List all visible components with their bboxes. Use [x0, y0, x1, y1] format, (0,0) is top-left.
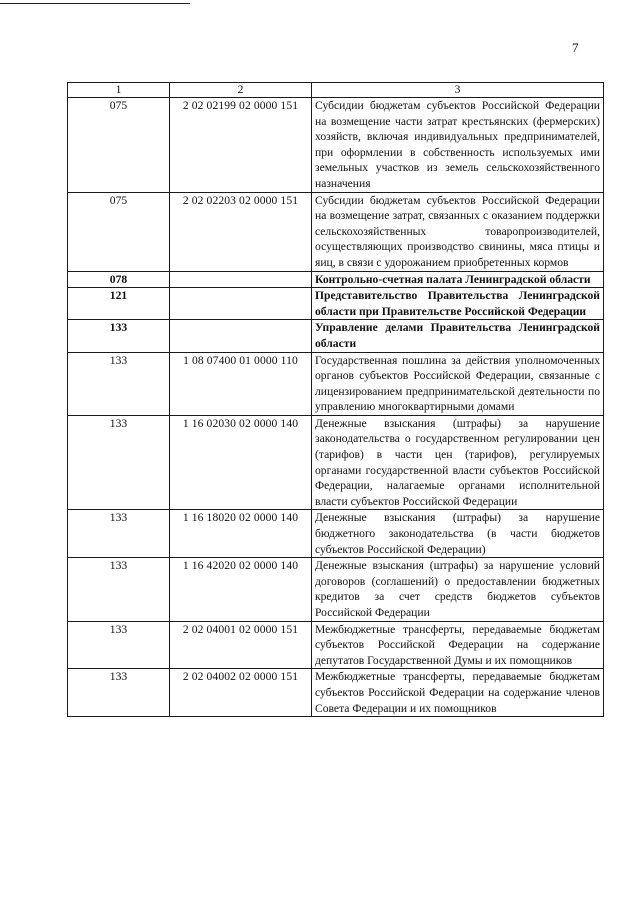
table-row	[68, 669, 604, 717]
page-number: 7	[572, 40, 579, 55]
table-row	[68, 288, 604, 320]
admin-code-cell: 133	[68, 558, 170, 621]
description-cell: Управление делами Правительства Ленинградской области	[312, 320, 604, 352]
table-row	[68, 352, 604, 415]
budget-classification-code-cell	[170, 288, 312, 320]
admin-code-cell: 133	[68, 510, 170, 558]
description-cell: Субсидии бюджетам субъектов Российской Федерации на возмещение затрат, связанных с оказанием поддержки сельскохозяйственных товаропроизводителей, осуществляющих производство свинины, мяса птицы и яиц, в связи с удорожанием приобретенных кормов	[312, 192, 604, 271]
budget-classification-code-cell: 1 16 02030 02 0000 140	[170, 415, 312, 510]
budget-classification-code-cell: 1 16 42020 02 0000 140	[170, 558, 312, 621]
description-cell: Денежные взыскания (штрафы) за нарушение законодательства о государственном регулировании цен (тарифов) в части цен (тарифов), регулируемых органами государственной власти субъектов Российской Федерации, налагаемые органами исполнительной власти субъектов Российской Федерации	[312, 415, 604, 510]
budget-classification-code-cell: 2 02 02199 02 0000 151	[170, 98, 312, 193]
budget-classification-code-cell: 2 02 04002 02 0000 151	[170, 669, 312, 717]
column-header-3: 3	[312, 83, 604, 98]
admin-code-cell: 075	[68, 98, 170, 193]
description-cell: Денежные взыскания (штрафы) за нарушение бюджетного законодательства (в части бюджетов субъектов Российской Федерации)	[312, 510, 604, 558]
table-row	[68, 192, 604, 271]
table-row	[68, 558, 604, 621]
table-row	[68, 320, 604, 352]
admin-code-cell: 133	[68, 669, 170, 717]
description-cell: Представительство Правительства Ленинградской области при Правительстве Российской Федерации	[312, 288, 604, 320]
budget-classification-code-cell	[170, 271, 312, 288]
revenue-codes-table	[67, 82, 604, 717]
table-row	[68, 271, 604, 288]
description-cell: Межбюджетные трансферты, передаваемые бюджетам субъектов Российской Федерации на содержание членов Совета Федерации и их помощников	[312, 669, 604, 717]
table-row	[68, 510, 604, 558]
description-cell: Субсидии бюджетам субъектов Российской Федерации на возмещение части затрат крестьянских (фермерских) хозяйств, включая индивидуальных предпринимателей, при оформлении в собственность используемых ими земельных участков из земель сельскохозяйственного назначения	[312, 98, 604, 193]
admin-code-cell: 121	[68, 288, 170, 320]
table-header-row	[68, 83, 604, 98]
column-header-1: 1	[68, 83, 170, 98]
description-cell: Денежные взыскания (штрафы) за нарушение условий договоров (соглашений) о предоставлении бюджетных кредитов за счет средств бюджетов субъектов Российской Федерации	[312, 558, 604, 621]
admin-code-cell: 133	[68, 415, 170, 510]
admin-code-cell: 075	[68, 192, 170, 271]
budget-classification-code-cell	[170, 320, 312, 352]
table-row	[68, 415, 604, 510]
budget-classification-code-cell: 1 08 07400 01 0000 110	[170, 352, 312, 415]
admin-code-cell: 133	[68, 621, 170, 669]
budget-classification-code-cell: 2 02 04001 02 0000 151	[170, 621, 312, 669]
table-row	[68, 98, 604, 193]
admin-code-cell: 133	[68, 320, 170, 352]
description-cell: Контрольно-счетная палата Ленинградской области	[312, 271, 604, 288]
admin-code-cell: 078	[68, 271, 170, 288]
budget-classification-code-cell: 2 02 02203 02 0000 151	[170, 192, 312, 271]
top-rule	[0, 3, 190, 4]
table-row	[68, 621, 604, 669]
budget-classification-code-cell: 1 16 18020 02 0000 140	[170, 510, 312, 558]
admin-code-cell: 133	[68, 352, 170, 415]
column-header-2: 2	[170, 83, 312, 98]
description-cell: Межбюджетные трансферты, передаваемые бюджетам субъектов Российской Федерации на содержание депутатов Государственной Думы и их помощников	[312, 621, 604, 669]
description-cell: Государственная пошлина за действия уполномоченных органов субъектов Российской Федерации, связанные с лицензированием предпринимательской деятельности по управлению многоквартирными домами	[312, 352, 604, 415]
